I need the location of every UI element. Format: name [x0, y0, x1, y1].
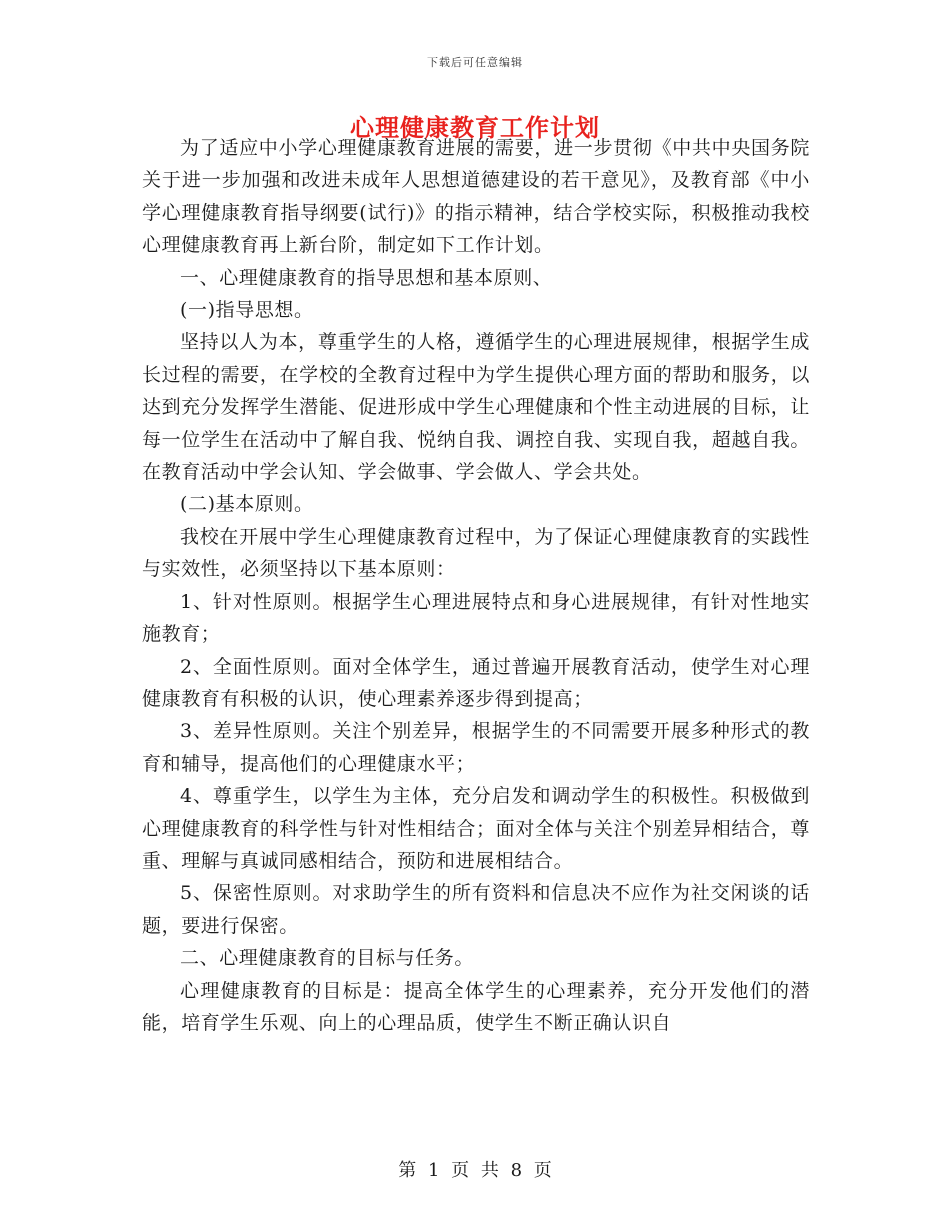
page-number-footer: 第 1 页 共 8 页 [398, 1160, 552, 1181]
document-title: 心理健康教育工作计划 [350, 113, 600, 142]
header-note: 下载后可任意编辑 [427, 56, 523, 69]
principle-item-3: 3、差异性原则。关注个别差异，根据学生的不同需要开展多种形式的教育和辅导，提高他们的心理健康水平； [142, 720, 810, 775]
paragraph-guiding-thought: 坚持以人为本，尊重学生的人格，遵循学生的心理进展规律，根据学生成长过程的需要，在学校的全教育过程中为学生提供心理方面的帮助和服务，以达到充分发挥学生潜能、促进形成中学生心理健康和个性主动进展的目标，让每一位学生在活动中了解自我、悦纳自我、调控自我、实现自我，超越自我。在教育活动中学会认知、学会做事、学会做人、学会共处。 [142, 331, 810, 484]
paragraph-goals: 心理健康教育的目标是：提高全体学生的心理素养，充分开发他们的潜能，培育学生乐观、向上的心理品质，使学生不断正确认识自 [142, 979, 810, 1034]
paragraph-principles-intro: 我校在开展中学生心理健康教育过程中，为了保证心理健康教育的实践性与实效性，必须坚持以下基本原则： [142, 525, 810, 581]
subsection-heading-principles: (二)基本原则。 [180, 493, 314, 516]
principle-item-4: 4、尊重学生，以学生为主体，充分启发和调动学生的积极性。积极做到心理健康教育的科学性与针对性相结合；面对全体与关注个别差异相结合，尊重、理解与真诚同感相结合，预防和进展相结合。 [142, 785, 810, 872]
section-heading-2: 二、心理健康教育的目标与任务。 [180, 947, 475, 970]
principle-item-2: 2、全面性原则。面对全体学生，通过普遍开展教育活动，使学生对心理健康教育有积极的认识，使心理素养逐步得到提高； [142, 655, 810, 710]
principle-item-1: 1、针对性原则。根据学生心理进展特点和身心进展规律，有针对性地实施教育； [142, 590, 810, 646]
paragraph-intro: 为了适应中小学心理健康教育进展的需要，进一步贯彻《中共中央国务院关于进一步加强和改进未成年人思想道德建设的若干意见》，及教育部《中小学心理健康教育指导纲要(试行)》的指示精神，结合学校实际，积极推动我校心理健康教育再上新台阶，制定如下工作计划。 [142, 137, 810, 257]
section-heading-1: 一、心理健康教育的指导思想和基本原则、 [180, 266, 553, 289]
principle-item-5: 5、保密性原则。对求助学生的所有资料和信息决不应作为社交闲谈的话题，要进行保密。 [142, 882, 810, 937]
document-body [142, 132, 810, 1039]
subsection-heading-guiding-thought: (一)指导思想。 [180, 299, 314, 322]
